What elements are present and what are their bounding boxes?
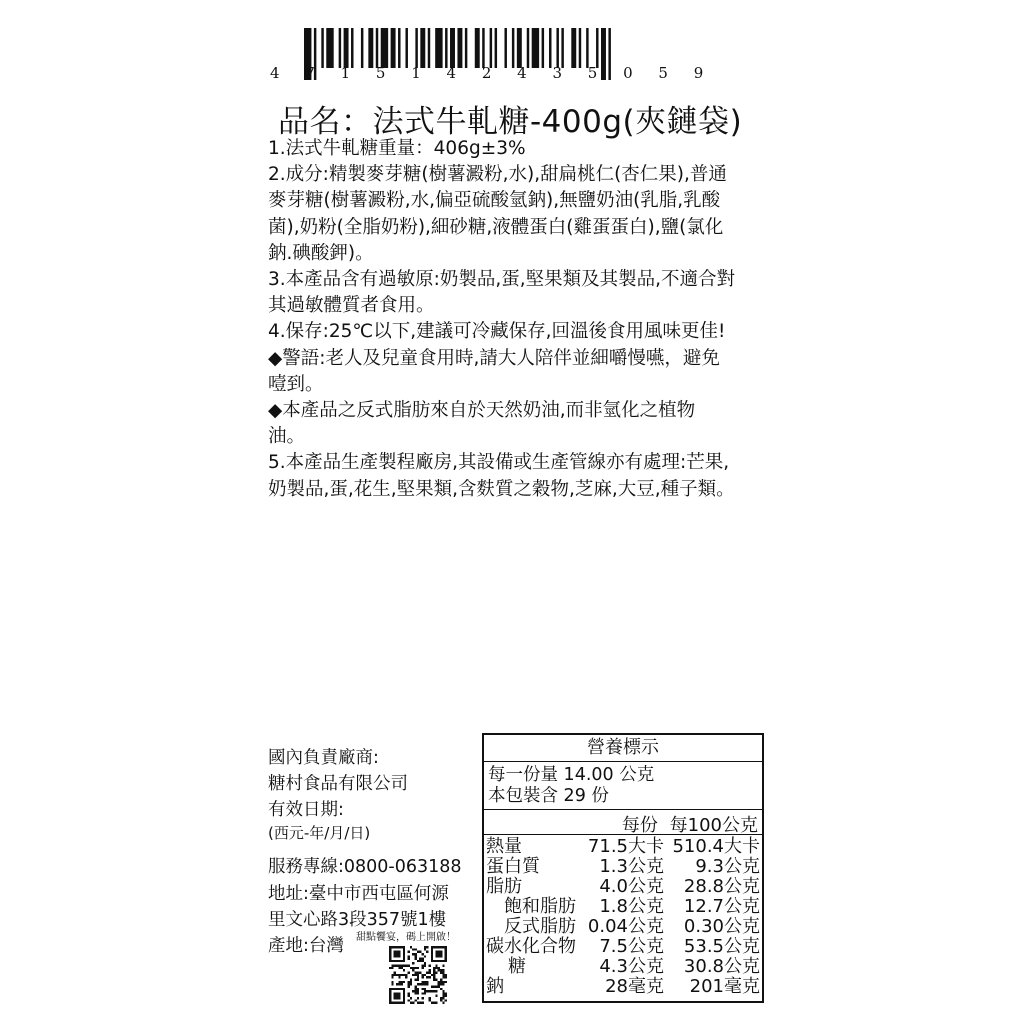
col-per-100g: 每100公克 — [669, 815, 758, 836]
qr-caption: 甜點饗宴，碼上開啟！ — [356, 932, 456, 943]
barcode-bar — [517, 28, 522, 68]
qr-module — [415, 974, 417, 976]
qr-module — [435, 978, 437, 980]
qr-module — [417, 951, 419, 953]
qr-module — [445, 992, 447, 994]
qr-module — [401, 981, 403, 983]
nutrient-name: 糖 — [508, 956, 526, 977]
qr-module — [410, 981, 412, 983]
value-per-100g: 9.3公克 — [695, 856, 760, 877]
qr-module — [408, 965, 410, 967]
qr-module — [391, 965, 393, 967]
barcode-bar — [527, 28, 529, 68]
barcode-bar — [549, 28, 551, 68]
qr-module — [428, 990, 430, 992]
qr-module — [421, 967, 423, 969]
qr-module — [428, 969, 430, 971]
qr-module — [408, 972, 410, 974]
qr-module — [428, 999, 430, 1001]
label-line: 3.本產品含有過敏原:奶製品,蛋,堅果類及其製品,不適合對 — [268, 269, 736, 291]
nutrient-name: 飽和脂肪 — [504, 896, 576, 917]
qr-module — [421, 1002, 423, 1004]
servings-per-package: 本包裝含 29 份 — [488, 786, 609, 806]
date-format: (西元-年/月/日) — [268, 824, 371, 842]
qr-module — [440, 988, 442, 990]
qr-module — [417, 988, 419, 990]
qr-module — [396, 965, 398, 967]
qr-module — [396, 983, 398, 985]
barcode-bar — [475, 28, 480, 68]
qr-module — [438, 985, 440, 987]
qr-module — [391, 981, 393, 983]
qr-module — [417, 978, 419, 980]
barcode-bar — [586, 28, 588, 68]
barcode-bar — [512, 28, 514, 68]
barcode-bar — [465, 28, 467, 68]
qr-module — [442, 995, 444, 997]
qr-module — [435, 965, 437, 967]
address-line-2: 里文心路3段357號1樓 — [268, 910, 447, 930]
qr-module — [419, 958, 421, 960]
qr-module — [445, 976, 447, 978]
value-per-100g: 53.5公克 — [683, 936, 760, 957]
qr-module — [442, 983, 444, 985]
qr-module — [426, 972, 428, 974]
qr-module — [433, 1002, 435, 1004]
qr-module — [424, 962, 426, 964]
barcode-bar — [361, 28, 363, 68]
qr-module — [405, 974, 407, 976]
qr-module — [433, 967, 435, 969]
nutrition-row — [484, 877, 762, 897]
qr-module — [431, 990, 433, 992]
qr-module — [445, 974, 447, 976]
qr-module — [433, 972, 435, 974]
qr-module — [408, 955, 410, 957]
qr-module — [419, 1002, 421, 1004]
barcode-bar — [542, 28, 544, 68]
qr-module — [417, 1002, 419, 1004]
nutrient-name: 脂肪 — [486, 876, 522, 897]
qr-module — [417, 960, 419, 962]
barcode-bar — [368, 28, 373, 68]
qr-module — [431, 974, 433, 976]
label-line: 奶製品,蛋,花生,堅果類,含麩質之穀物,芝麻,大豆,種子類。 — [268, 478, 735, 500]
qr-module — [417, 976, 419, 978]
qr-module — [438, 967, 440, 969]
qr-module — [417, 990, 419, 992]
qr-module — [415, 967, 417, 969]
qr-module — [433, 976, 435, 978]
qr-module — [435, 972, 437, 974]
qr-module — [428, 976, 430, 978]
qr-module — [421, 958, 423, 960]
qr-module — [408, 992, 410, 994]
qr-module — [435, 1002, 437, 1004]
serving-size: 每一份量 14.00 公克 — [488, 765, 655, 785]
nutrition-row — [484, 897, 762, 917]
qr-module — [405, 965, 407, 967]
qr-module — [442, 976, 444, 978]
qr-module — [410, 997, 412, 999]
barcode-bar — [339, 28, 341, 68]
qr-module — [428, 997, 430, 999]
qr-module — [428, 965, 430, 967]
qr-module — [405, 976, 407, 978]
value-per-serving: 4.3公克 — [599, 956, 664, 977]
qr-module — [435, 990, 437, 992]
qr-module — [398, 981, 400, 983]
qr-module — [424, 992, 426, 994]
qr-module — [442, 969, 444, 971]
qr-module — [426, 951, 428, 953]
qr-module — [421, 976, 423, 978]
barcode-bar — [561, 28, 563, 68]
qr-module — [424, 946, 426, 948]
barcode-bar — [450, 28, 455, 68]
qr-module — [410, 983, 412, 985]
serving-info — [488, 765, 654, 807]
qr-module — [442, 1002, 444, 1004]
qr-module — [415, 978, 417, 980]
qr-module — [403, 981, 405, 983]
label-line: 1.法式牛軋糖重量：406g±3% — [268, 138, 526, 159]
qr-module — [410, 1002, 412, 1004]
qr-module — [415, 990, 417, 992]
qr-module — [433, 969, 435, 971]
qr-module — [433, 974, 435, 976]
value-per-100g: 0.30公克 — [683, 916, 760, 937]
qr-module — [440, 983, 442, 985]
qr-module — [424, 983, 426, 985]
qr-module — [424, 948, 426, 950]
qr-module — [426, 946, 428, 948]
nutrition-row — [484, 977, 762, 997]
qr-module — [412, 1002, 414, 1004]
qr-module — [398, 965, 400, 967]
qr-module — [412, 969, 414, 971]
qr-module — [396, 974, 398, 976]
barcode-bar — [415, 28, 417, 68]
qr-module — [398, 983, 400, 985]
nutrient-name: 碳水化合物 — [486, 936, 576, 957]
qr-module — [435, 951, 442, 958]
qr-module — [410, 978, 412, 980]
qr-module — [438, 981, 440, 983]
qr-module — [440, 969, 442, 971]
qr-module — [403, 965, 405, 967]
barcode-bar — [344, 28, 349, 68]
qr-module — [412, 990, 414, 992]
qr-module — [401, 965, 403, 967]
qr-module — [415, 958, 417, 960]
qr-module — [421, 992, 423, 994]
barcode-bar — [321, 28, 323, 68]
qr-module — [415, 948, 417, 950]
qr-module — [426, 983, 428, 985]
qr-module — [408, 995, 410, 997]
qr-module — [442, 990, 444, 992]
qr-module — [442, 981, 444, 983]
qr-module — [440, 999, 442, 1001]
qr-module — [438, 983, 440, 985]
qr-module — [398, 974, 400, 976]
qr-module — [417, 997, 419, 999]
barcode-bar — [391, 28, 396, 68]
qr-module — [415, 999, 417, 1001]
qr-module — [421, 983, 423, 985]
divider — [484, 809, 762, 810]
value-per-serving: 7.5公克 — [599, 936, 664, 957]
qr-module — [417, 967, 419, 969]
qr-module — [435, 967, 437, 969]
value-per-100g: 201毫克 — [689, 976, 760, 997]
qr-module — [401, 967, 403, 969]
qr-module — [442, 992, 444, 994]
qr-module — [412, 953, 414, 955]
qr-module — [391, 976, 393, 978]
qr-module — [424, 981, 426, 983]
qr-module — [389, 967, 391, 969]
qr-module — [408, 983, 410, 985]
qr-module — [394, 972, 396, 974]
qr-module — [419, 951, 421, 953]
label-line: 5.本產品生產製程廠房,其設備或生產管線亦有處理:芒果, — [268, 452, 730, 474]
barcode-bar — [571, 28, 576, 68]
qr-module — [415, 988, 417, 990]
barcode-bar — [457, 28, 462, 68]
qr-code-icon[interactable] — [388, 946, 448, 1004]
nutrient-name: 反式脂肪 — [504, 916, 576, 937]
qr-module — [419, 983, 421, 985]
qr-module — [421, 981, 423, 983]
nutrient-name: 蛋白質 — [486, 856, 540, 877]
qr-module — [398, 967, 400, 969]
address-line-1: 地址:臺中市西屯區何源 — [268, 884, 449, 904]
qr-module — [394, 965, 396, 967]
qr-module — [401, 974, 403, 976]
qr-module — [438, 969, 440, 971]
qr-module — [410, 946, 412, 948]
qr-module — [426, 976, 428, 978]
qr-module — [440, 981, 442, 983]
nutrition-row — [484, 837, 762, 857]
barcode-bar — [482, 28, 484, 68]
qr-module — [412, 948, 414, 950]
nutrition-title: 營養標示 — [484, 735, 762, 762]
qr-module — [421, 953, 423, 955]
label-line: 2.成分:精製麥芽糖(樹薯澱粉,水),甜扁桃仁(杏仁果),普通 — [268, 164, 727, 186]
divider — [484, 834, 762, 835]
label-line: 菌),奶粉(全脂奶粉),細砂糖,液體蛋白(雞蛋蛋白),鹽(氯化 — [268, 216, 724, 238]
service-hotline: 服務專線:0800-063188 — [268, 857, 462, 877]
qr-module — [442, 972, 444, 974]
barcode-digits: 4 7 1 5 1 4 2 4 3 5 0 5 9 — [270, 64, 714, 82]
qr-module — [433, 985, 435, 987]
qr-module — [424, 988, 426, 990]
label-line: 油。 — [268, 426, 306, 448]
qr-module — [424, 955, 426, 957]
qr-module — [415, 953, 417, 955]
product-title: 品名：法式牛軋糖-400g(夾鏈袋) — [278, 104, 743, 140]
qr-module — [424, 965, 426, 967]
qr-module — [445, 999, 447, 1001]
qr-module — [408, 981, 410, 983]
qr-module — [440, 997, 442, 999]
qr-module — [408, 958, 410, 960]
label-line: ◆本產品之反式脂肪來自於天然奶油,而非氫化之植物 — [268, 400, 696, 422]
label-line: 鈉.碘酸鉀)。 — [268, 242, 374, 264]
qr-module — [412, 974, 414, 976]
value-per-serving: 71.5大卡 — [587, 836, 664, 857]
barcode-bar — [495, 28, 497, 68]
value-per-serving: 28毫克 — [605, 976, 664, 997]
value-per-100g: 510.4大卡 — [672, 836, 760, 857]
nutrient-name: 熱量 — [486, 836, 522, 857]
qr-module — [431, 985, 433, 987]
qr-module — [433, 990, 435, 992]
qr-module — [415, 955, 417, 957]
qr-module — [435, 985, 437, 987]
qr-module — [408, 999, 410, 1001]
qr-module — [419, 972, 421, 974]
qr-module — [421, 960, 423, 962]
label-line: ◆警語:老人及兒童食用時,請大人陪伴並細嚼慢嚥，避免 — [268, 347, 720, 369]
qr-module — [408, 951, 410, 953]
nutrition-row — [484, 857, 762, 877]
origin: 產地:台灣 — [268, 936, 344, 956]
label-line: 噎到。 — [268, 373, 324, 395]
barcode-bar — [435, 28, 442, 68]
qr-module — [426, 981, 428, 983]
barcode-bar — [579, 28, 581, 68]
qr-module — [412, 967, 414, 969]
qr-module — [394, 992, 401, 999]
value-per-serving: 4.0公克 — [599, 876, 664, 897]
col-per-serving: 每份 — [621, 815, 658, 836]
expiry-label: 有效日期: — [268, 800, 344, 820]
qr-module — [435, 995, 437, 997]
qr-module — [417, 983, 419, 985]
qr-module — [421, 997, 423, 999]
qr-module — [415, 985, 417, 987]
nutrition-row — [484, 957, 762, 977]
barcode-bar — [326, 28, 333, 68]
barcode-bar — [376, 28, 378, 68]
qr-module — [424, 990, 426, 992]
qr-module — [391, 967, 393, 969]
barcode-bar — [556, 28, 558, 68]
qr-module — [442, 974, 444, 976]
qr-module — [433, 978, 435, 980]
qr-module — [403, 974, 405, 976]
value-per-100g: 12.7公克 — [683, 896, 760, 917]
nutrition-row — [484, 917, 762, 937]
value-per-serving: 1.3公克 — [599, 856, 664, 877]
qr-module — [424, 974, 426, 976]
label-line: 4.保存:25℃以下,建議可冷藏保存,回溫後食用風味更佳! — [268, 321, 726, 343]
qr-module — [445, 995, 447, 997]
barcode-bar — [420, 28, 425, 68]
qr-module — [410, 967, 412, 969]
qr-module — [421, 988, 423, 990]
qr-module — [391, 974, 393, 976]
value-per-serving: 0.04公克 — [587, 916, 664, 937]
label-text-block — [268, 136, 768, 503]
barcode-bar — [445, 28, 447, 68]
barcode-bar — [428, 28, 430, 68]
qr-module — [421, 965, 423, 967]
barcode-bar — [398, 28, 400, 68]
qr-module — [431, 1002, 433, 1004]
qr-module — [440, 978, 442, 980]
qr-module — [428, 972, 430, 974]
label-line: 其過敏體質者食用。 — [268, 295, 435, 317]
value-per-100g: 30.8公克 — [683, 956, 760, 977]
qr-module — [417, 974, 419, 976]
qr-module — [417, 972, 419, 974]
qr-module — [408, 985, 410, 987]
nutrition-row — [484, 937, 762, 957]
value-per-100g: 28.8公克 — [683, 876, 760, 897]
qr-module — [391, 983, 393, 985]
qr-module — [442, 997, 444, 999]
qr-module — [412, 962, 414, 964]
qr-module — [445, 981, 447, 983]
qr-module — [394, 974, 396, 976]
value-per-serving: 1.8公克 — [599, 896, 664, 917]
qr-module — [398, 976, 400, 978]
qr-module — [419, 960, 421, 962]
barcode-bar — [596, 28, 598, 68]
barcode-bar — [504, 28, 506, 68]
nutrition-facts-table — [482, 733, 764, 1003]
qr-module — [442, 965, 444, 967]
company-name: 糖村食品有限公司 — [268, 774, 408, 794]
qr-module — [421, 974, 423, 976]
barcode-bar — [351, 28, 353, 68]
qr-module — [394, 951, 401, 958]
qr-module — [417, 992, 419, 994]
barcode-bar — [381, 28, 388, 68]
qr-module — [415, 972, 417, 974]
qr-module — [401, 983, 403, 985]
nutrient-name: 鈉 — [486, 976, 504, 997]
qr-module — [426, 990, 428, 992]
qr-module — [403, 969, 405, 971]
distributor-label: 國內負責廠商: — [268, 748, 379, 768]
qr-module — [415, 992, 417, 994]
barcode-bar — [405, 28, 407, 68]
barcode-bar — [490, 28, 492, 68]
barcode-bar — [532, 28, 539, 68]
label-line: 麥芽糖(樹薯澱粉,水,偏亞硫酸氫鈉),無鹽奶油(乳脂,乳酸 — [268, 190, 721, 212]
qr-module — [440, 972, 442, 974]
